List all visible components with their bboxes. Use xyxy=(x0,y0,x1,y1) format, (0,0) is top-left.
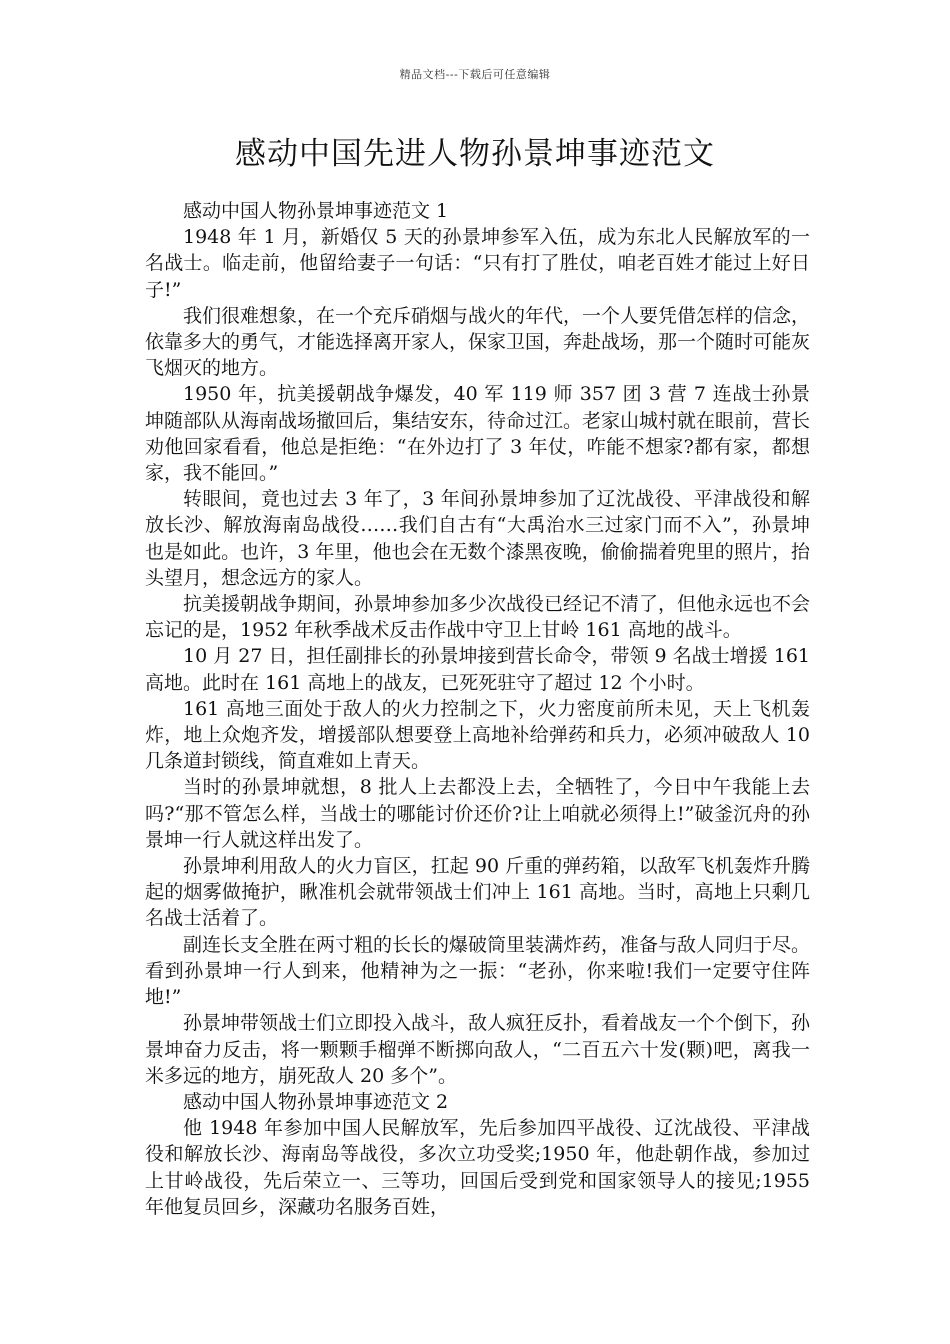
paragraph: 副连长支全胜在两寸粗的长长的爆破筒里装满炸药，准备与敌人同归于尽。看到孙景坤一行人到来，他精神为之一振：“老孙，你来啦!我们一定要守住阵地!” xyxy=(145,933,811,1009)
document-title: 感动中国先进人物孙景坤事迹范文 xyxy=(235,136,715,172)
section-heading-1: 感动中国人物孙景坤事迹范文 1 xyxy=(183,200,449,222)
paragraph: 当时的孙景坤就想，8 批人上去都没上去，全牺牲了，今日中午我能上去吗?“那不管怎么样，当战士的哪能讨价还价?让上咱就必须得上!”破釜沉舟的孙景坤一行人就这样出发了。 xyxy=(145,776,810,851)
paragraph: 10 月 27 日，担任副排长的孙景坤接到营长命令，带领 9 名战士增援 161 高地。此时在 161 高地上的战友，已死死驻守了超过 12 个小时。 xyxy=(145,645,810,694)
paragraph: 161 高地三面处于敌人的火力控制之下，火力密度前所未见，天上飞机轰炸，地上众炮齐发，增援部队想要登上高地补给弹药和兵力，必须冲破敌人 10 几条道封锁线，简直难如上青天。 xyxy=(145,697,810,773)
paragraph: 转眼间，竟也过去 3 年了，3 年间孙景坤参加了辽沈战役、平津战役和解放长沙、解放海南岛战役……我们自古有“大禹治水三过家门而不入”，孙景坤也是如此。也许，3 年里，他也会在无数个漆黑夜晚，偷偷揣着兜里的照片，抬头望月，想念远方的家人。 xyxy=(145,488,810,589)
paragraph: 我们很难想象，在一个充斥硝烟与战火的年代，一个人要凭借怎样的信念，依靠多大的勇气，才能选择离开家人，保家卫国，奔赴战场，那一个随时可能灰飞烟灭的地方。 xyxy=(145,304,811,380)
paragraph: 1950 年，抗美援朝战争爆发，40 军 119 师 357 团 3 营 7 连战士孙景坤随部队从海南战场撤回后，集结安东，待命过江。老家山城村就在眼前，营长劝他回家看看，他总是拒绝：“在外边打了 3 年仗，咋能不想家?都有家，都想家，我不能回。” xyxy=(145,383,811,485)
section-heading-2: 感动中国人物孙景坤事迹范文 2 xyxy=(183,1090,449,1113)
paragraph: 1948 年 1 月，新婚仅 5 天的孙景坤参军入伍，成为东北人民解放军的一名战士。临走前，他留给妻子一句话：“只有打了胜仗，咱老百姓才能过上好日子!” xyxy=(145,226,810,301)
paragraph: 孙景坤带领战士们立即投入战斗，敌人疯狂反扑，看着战友一个个倒下，孙景坤奋力反击，将一颗颗手榴弹不断掷向敌人，“二百五六十发(颗)吧，离我一米多远的地方，崩死敌人 20 多个”。 xyxy=(145,1012,811,1087)
paragraph: 抗美援朝战争期间，孙景坤参加多少次战役已经记不清了，但他永远也不会忘记的是，1952 年秋季战术反击作战中守卫上甘岭 161 高地的战斗。 xyxy=(145,593,811,642)
paragraph: 他 1948 年参加中国人民解放军，先后参加四平战役、辽沈战役、平津战役和解放长沙、海南岛等战役，多次立功受奖;1950 年，他赴朝作战，参加过上甘岭战役，先后荣立一、三等功，回国后受到党和国家领导人的接见;1955 年他复员回乡，深藏功名服务百姓， xyxy=(145,1117,810,1218)
paragraph: 孙景坤利用敌人的火力盲区，扛起 90 斤重的弹药箱，以敌军飞机轰炸升腾起的烟雾做掩护，瞅准机会就带领战士们冲上 161 高地。当时，高地上只剩几名战士活着了。 xyxy=(145,855,810,930)
header-note: 精品文档---下载后可任意编辑 xyxy=(399,68,551,81)
document-body xyxy=(145,198,810,1220)
